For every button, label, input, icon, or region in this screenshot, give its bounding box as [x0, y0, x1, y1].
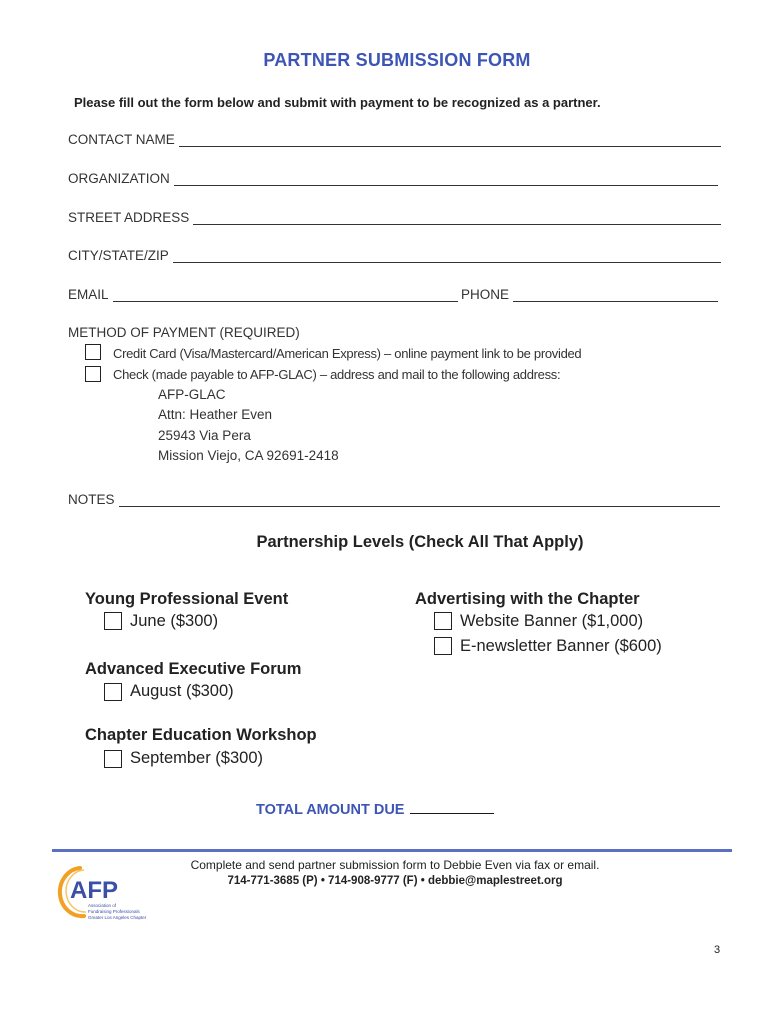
page-title: PARTNER SUBMISSION FORM: [263, 50, 531, 70]
june-checkbox[interactable]: [104, 612, 122, 630]
city-state-zip-row: [68, 248, 721, 263]
email-field[interactable]: [113, 287, 458, 302]
contact-name-label: CONTACT NAME: [68, 132, 175, 147]
street-address-field[interactable]: [193, 210, 721, 225]
mail-address-line: 25943 Via Pera: [158, 428, 251, 443]
phone-row: [461, 287, 718, 302]
email-row: [68, 287, 458, 302]
august-option-label: August ($300): [130, 682, 234, 700]
city-state-zip-label: CITY/STATE/ZIP: [68, 248, 169, 263]
total-amount-label: TOTAL AMOUNT DUE: [256, 802, 405, 818]
website-banner-checkbox[interactable]: [434, 612, 452, 630]
total-amount-field[interactable]: [410, 801, 494, 814]
credit-card-checkbox[interactable]: [85, 344, 101, 360]
logo-tagline-line: Association of: [88, 903, 117, 908]
organization-row: [68, 171, 718, 186]
notes-row: [68, 492, 720, 507]
page-number: 3: [714, 944, 721, 956]
notes-field[interactable]: [119, 492, 720, 507]
check-option-label: Check (made payable to AFP-GLAC) – address and mail to the following address:: [113, 367, 561, 382]
email-label: EMAIL: [68, 287, 109, 302]
august-checkbox[interactable]: [104, 683, 122, 701]
street-address-row: [68, 210, 721, 225]
check-checkbox[interactable]: [85, 366, 101, 382]
logo-tagline-line: Fundraising Professionals: [88, 909, 140, 914]
total-amount-due: [256, 801, 494, 818]
young-professional-heading: Young Professional Event: [85, 590, 289, 608]
june-option-label: June ($300): [130, 612, 219, 630]
credit-card-option-label: Credit Card (Visa/Mastercard/American Express) – online payment link to be provided: [113, 346, 582, 361]
footer-divider: [52, 849, 732, 852]
mail-address-line: Attn: Heather Even: [158, 407, 273, 422]
organization-field[interactable]: [174, 171, 718, 186]
mail-address-line: Mission Viejo, CA 92691-2418: [158, 448, 339, 463]
enewsletter-banner-checkbox[interactable]: [434, 637, 452, 655]
levels-title: Partnership Levels (Check All That Apply): [256, 533, 584, 551]
advanced-executive-heading: Advanced Executive Forum: [85, 660, 302, 678]
footer-contact: 714-771-3685 (P) • 714-908-9777 (F) • debbie@maplestreet.org: [227, 875, 563, 887]
contact-name-row: [68, 132, 721, 147]
chapter-education-heading: Chapter Education Workshop: [85, 726, 317, 744]
street-address-label: STREET ADDRESS: [68, 210, 190, 225]
phone-field[interactable]: [513, 287, 718, 302]
logo-tagline-line: Greater Los Angeles Chapter: [88, 915, 147, 920]
phone-label: PHONE: [461, 287, 510, 302]
mail-address-line: AFP-GLAC: [158, 387, 226, 402]
payment-heading: METHOD OF PAYMENT (REQUIRED): [68, 325, 300, 340]
notes-label: NOTES: [68, 492, 115, 507]
contact-name-field[interactable]: [179, 132, 721, 147]
september-option-label: September ($300): [130, 749, 263, 767]
intro-text: Please fill out the form below and submit with payment to be recognized as a partner.: [74, 95, 601, 110]
footer-instructions: Complete and send partner submission form to Debbie Even via fax or email.: [190, 858, 600, 872]
logo-text: AFP: [70, 877, 118, 904]
city-state-zip-field[interactable]: [173, 248, 721, 263]
enewsletter-banner-option-label: E-newsletter Banner ($600): [460, 637, 662, 655]
advertising-heading: Advertising with the Chapter: [415, 590, 640, 608]
organization-label: ORGANIZATION: [68, 171, 170, 186]
website-banner-option-label: Website Banner ($1,000): [460, 612, 644, 630]
september-checkbox[interactable]: [104, 750, 122, 768]
